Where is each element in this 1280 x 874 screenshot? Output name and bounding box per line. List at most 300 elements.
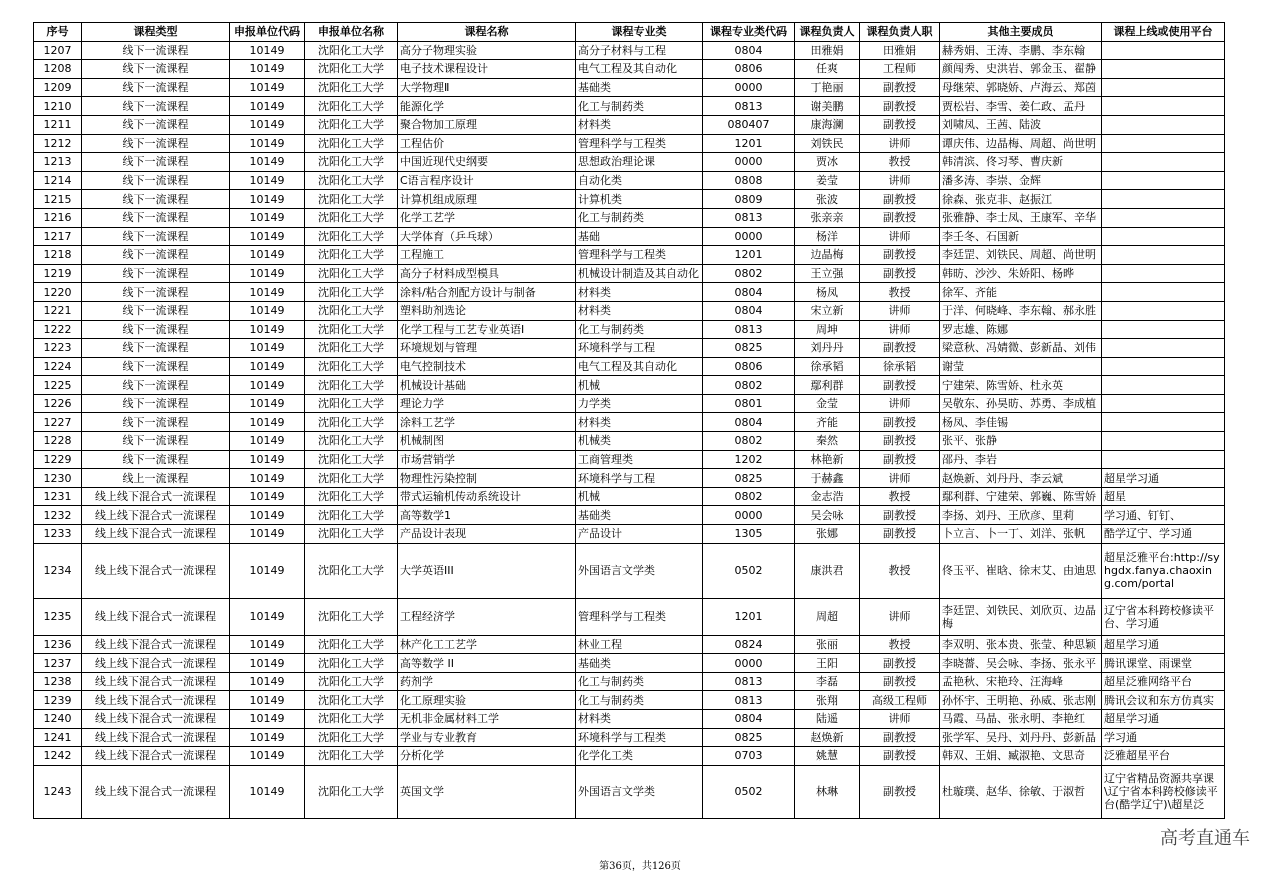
table-cell: 1228 [34,432,82,451]
table-cell: 1230 [34,469,82,488]
table-cell: 副教授 [860,115,940,134]
table-cell: 张雅静、李士凤、王康军、辛华 [940,208,1102,227]
table-row [34,506,1225,525]
table-cell: 李廷罡、刘铁民、刘欣页、边晶梅 [940,598,1102,635]
table-cell: 大学英语III [398,543,576,598]
table-cell: 1223 [34,339,82,358]
table-row [34,153,1225,172]
table-cell: 李磊 [795,672,860,691]
table-cell: 市场营销学 [398,450,576,469]
table-cell: 潘多涛、李崇、金辉 [940,171,1102,190]
table-cell: 环境科学与工程类 [576,728,703,747]
table-cell: 沈阳化工大学 [305,728,398,747]
table-cell: 0502 [703,543,795,598]
table-cell: 涂料工艺学 [398,413,576,432]
table-cell: 线上线下混合式一流课程 [82,710,230,729]
table-cell: 管理科学与工程类 [576,246,703,265]
table-cell: 10149 [230,654,305,673]
table-cell: 鄢利群、宁建荣、郭巍、陈雪娇 [940,487,1102,506]
table-cell [1102,301,1225,320]
table-cell: 副教授 [860,78,940,97]
table-cell: 线上线下混合式一流课程 [82,525,230,544]
table-cell: 高等数学1 [398,506,576,525]
table-cell: 10149 [230,60,305,79]
table-body [34,41,1225,818]
table-cell: 0806 [703,357,795,376]
table-cell: 1305 [703,525,795,544]
table-cell: 计算机类 [576,190,703,209]
table-cell: 沈阳化工大学 [305,654,398,673]
table-cell: 沈阳化工大学 [305,469,398,488]
table-cell: 分析化学 [398,747,576,766]
header-cell: 其他主要成员 [940,23,1102,42]
table-cell: 于洋、何晓峰、李东翰、郝永胜 [940,301,1102,320]
table-cell: 1240 [34,710,82,729]
table-cell: 副教授 [860,728,940,747]
table-cell: 杜璇璞、赵华、徐敏、于淑哲 [940,765,1102,818]
table-cell: 沈阳化工大学 [305,115,398,134]
table-cell: 副教授 [860,525,940,544]
table-cell: 刘铁民 [795,134,860,153]
table-cell: 沈阳化工大学 [305,264,398,283]
table-cell: 带式运输机传动系统设计 [398,487,576,506]
table-cell: 10149 [230,134,305,153]
table-cell: 外国语言文学类 [576,543,703,598]
table-cell: 环境科学与工程 [576,339,703,358]
table-cell: 自动化类 [576,171,703,190]
table-cell [1102,208,1225,227]
table-cell: 教授 [860,283,940,302]
table-row [34,469,1225,488]
table-cell [1102,376,1225,395]
table-cell: 谢美鹏 [795,97,860,116]
table-cell: 赵焕新 [795,728,860,747]
table-cell: 线下一流课程 [82,97,230,116]
table-row [34,654,1225,673]
table-cell [1102,450,1225,469]
table-cell: 罗志雄、陈娜 [940,320,1102,339]
table-cell: 材料类 [576,115,703,134]
table-row [34,78,1225,97]
table-cell: 张亲亲 [795,208,860,227]
table-cell: 10149 [230,246,305,265]
table-cell: 0802 [703,376,795,395]
table-cell: 腾讯课堂、雨课堂 [1102,654,1225,673]
table-cell: 线下一流课程 [82,78,230,97]
table-cell: 能源化学 [398,97,576,116]
table-cell [1102,394,1225,413]
table-cell: 10149 [230,264,305,283]
table-row [34,208,1225,227]
table-cell: 沈阳化工大学 [305,339,398,358]
table-row [34,41,1225,60]
table-cell: 沈阳化工大学 [305,153,398,172]
table-cell: 1233 [34,525,82,544]
table-cell: 1243 [34,765,82,818]
table-cell: 线下一流课程 [82,450,230,469]
table-cell: 10149 [230,691,305,710]
table-cell: 吴会咏 [795,506,860,525]
table-cell: 沈阳化工大学 [305,487,398,506]
table-cell [1102,357,1225,376]
table-cell: 徐森、张克非、赵振江 [940,190,1102,209]
table-cell: 线上线下混合式一流课程 [82,598,230,635]
table-cell: 沈阳化工大学 [305,413,398,432]
table-cell: 任爽 [795,60,860,79]
table-cell: 宋立新 [795,301,860,320]
table-cell: 高分子材料成型模具 [398,264,576,283]
table-cell: 王阳 [795,654,860,673]
table-cell: 沈阳化工大学 [305,506,398,525]
header-row [34,23,1225,42]
table-cell: 线下一流课程 [82,227,230,246]
table-cell: 讲师 [860,171,940,190]
table-cell: 线上线下混合式一流课程 [82,765,230,818]
table-cell: 化工与制药类 [576,320,703,339]
table-cell: 1224 [34,357,82,376]
table-cell: 0703 [703,747,795,766]
table-cell: 超星学习通 [1102,710,1225,729]
table-cell: 线上线下混合式一流课程 [82,654,230,673]
table-cell: 10149 [230,450,305,469]
table-cell: 产品设计表现 [398,525,576,544]
table-cell: 10149 [230,320,305,339]
table-cell: 沈阳化工大学 [305,78,398,97]
table-cell: 副教授 [860,208,940,227]
table-cell: 梁意秋、冯婧微、彭新晶、刘伟 [940,339,1102,358]
table-cell: 10149 [230,153,305,172]
table-cell [1102,320,1225,339]
table-cell: 沈阳化工大学 [305,765,398,818]
table-cell: 1213 [34,153,82,172]
table-cell: 于赫鑫 [795,469,860,488]
table-cell: 副教授 [860,339,940,358]
table-cell: 10149 [230,339,305,358]
table-cell: 材料类 [576,710,703,729]
table-cell: 线下一流课程 [82,394,230,413]
table-cell: 沈阳化工大学 [305,525,398,544]
table-cell: 张娜 [795,525,860,544]
table-cell: 超星学习通 [1102,635,1225,654]
table-cell: 10149 [230,97,305,116]
table-row [34,691,1225,710]
table-cell: 10149 [230,227,305,246]
table-cell: 1238 [34,672,82,691]
table-row [34,525,1225,544]
table-cell: 10149 [230,78,305,97]
table-cell: 基础类 [576,78,703,97]
table-cell: 1237 [34,654,82,673]
table-row [34,672,1225,691]
header-cell: 课程负责人职 [860,23,940,42]
table-cell: 1208 [34,60,82,79]
table-cell [1102,60,1225,79]
table-cell: 边晶梅 [795,246,860,265]
table-cell [1102,264,1225,283]
table-cell: 10149 [230,301,305,320]
table-cell: 10149 [230,413,305,432]
table-cell: 1225 [34,376,82,395]
table-cell: 机械 [576,487,703,506]
table-cell [1102,339,1225,358]
table-cell: 林业工程 [576,635,703,654]
table-cell: 线下一流课程 [82,264,230,283]
table-row [34,283,1225,302]
table-cell: 0825 [703,339,795,358]
table-cell: 学业与专业教育 [398,728,576,747]
table-cell: 赫秀娟、王涛、李鹏、李东翰 [940,41,1102,60]
table-cell: 超星泛雅平台:http://syhgdx.fanya.chaoxing.com/portal [1102,543,1225,598]
table-cell: 线下一流课程 [82,339,230,358]
table-cell: 0801 [703,394,795,413]
header-cell: 申报单位代码 [230,23,305,42]
table-cell: 贾冰 [795,153,860,172]
table-cell: 陆遥 [795,710,860,729]
table-cell: 线下一流课程 [82,171,230,190]
table-cell: 0802 [703,264,795,283]
table-cell: 基础类 [576,654,703,673]
table-cell: 康洪君 [795,543,860,598]
table-cell: 10149 [230,432,305,451]
table-cell: 1219 [34,264,82,283]
table-row [34,171,1225,190]
table-cell: 0000 [703,506,795,525]
table-cell: 外国语言文学类 [576,765,703,818]
table-cell: 林琳 [795,765,860,818]
table-cell: 杨凤 [795,283,860,302]
table-cell: 物理性污染控制 [398,469,576,488]
table-cell: 田雅娟 [860,41,940,60]
table-cell [1102,171,1225,190]
table-cell [1102,246,1225,265]
table-cell: 机械制图 [398,432,576,451]
page-number: 第36页，共126页 [599,861,681,872]
table-cell: 沈阳化工大学 [305,208,398,227]
table-cell: 李廷罡、刘铁民、周超、尚世明 [940,246,1102,265]
table-cell: 线上线下混合式一流课程 [82,487,230,506]
header-cell: 课程专业类代码 [703,23,795,42]
table-cell: 田雅娟 [795,41,860,60]
table-cell: 线下一流课程 [82,153,230,172]
table-cell: 副教授 [860,432,940,451]
table-cell: 0000 [703,78,795,97]
table-cell: 高等数学 II [398,654,576,673]
table-cell: 1201 [703,246,795,265]
table-cell: 0000 [703,654,795,673]
header-cell: 序号 [34,23,82,42]
table-cell: 线下一流课程 [82,320,230,339]
table-row [34,413,1225,432]
table-cell: 腾讯会议和东方仿真实 [1102,691,1225,710]
table-cell: 讲师 [860,320,940,339]
table-cell: 刘啸凤、王茜、陆波 [940,115,1102,134]
table-cell: 线下一流课程 [82,283,230,302]
watermark: 高考直通车 [1160,828,1250,849]
table-cell: 0804 [703,283,795,302]
table-cell [1102,78,1225,97]
table-cell: 教授 [860,543,940,598]
table-cell: 姚慧 [795,747,860,766]
table-row [34,246,1225,265]
table-cell: 沈阳化工大学 [305,394,398,413]
table-cell: 教授 [860,487,940,506]
table-cell: 讲师 [860,227,940,246]
table-cell [1102,153,1225,172]
table-cell: 化学工艺学 [398,208,576,227]
table-row [34,264,1225,283]
table-cell: 化工与制药类 [576,672,703,691]
table-cell: 线下一流课程 [82,115,230,134]
table-cell: 0809 [703,190,795,209]
table-cell: 管理科学与工程类 [576,598,703,635]
table-cell: 线上线下混合式一流课程 [82,635,230,654]
table-cell [1102,227,1225,246]
header-cell: 课程上线或使用平台 [1102,23,1225,42]
table-cell: 1211 [34,115,82,134]
table-row [34,190,1225,209]
table-cell: 机械类 [576,432,703,451]
header-cell: 课程类型 [82,23,230,42]
table-cell: 徐承韬 [795,357,860,376]
table-cell: 副教授 [860,376,940,395]
table-cell: 1227 [34,413,82,432]
table-cell: 080407 [703,115,795,134]
table-cell: 1234 [34,543,82,598]
table-cell: 韩清滨、佟习琴、曹庆新 [940,153,1102,172]
table-cell: 10149 [230,710,305,729]
table-cell: 辽宁省精品资源共享课\辽宁省本科跨校修读平台(酷学辽宁)\超星泛 [1102,765,1225,818]
table-cell: 0808 [703,171,795,190]
table-row [34,60,1225,79]
table-cell [1102,115,1225,134]
table-cell: 化工与制药类 [576,97,703,116]
table-cell: 材料类 [576,283,703,302]
table-cell: 教授 [860,635,940,654]
table-cell: 沈阳化工大学 [305,747,398,766]
table-cell: 1218 [34,246,82,265]
table-cell: 0804 [703,301,795,320]
table-cell: 学习通、钉钉、 [1102,506,1225,525]
table-cell: 1217 [34,227,82,246]
table-cell: 马霞、马晶、张永明、李艳红 [940,710,1102,729]
table-cell: 线上线下混合式一流课程 [82,691,230,710]
table-cell: 10149 [230,543,305,598]
table-cell: 贾松岩、李雪、姜仁政、孟丹 [940,97,1102,116]
table-row [34,134,1225,153]
table-cell: 线下一流课程 [82,376,230,395]
table-cell: 10149 [230,487,305,506]
table-cell: 0824 [703,635,795,654]
table-cell: 0000 [703,227,795,246]
table-cell: 鄢利群 [795,376,860,395]
table-cell: 教授 [860,153,940,172]
course-table [33,22,1225,819]
table-cell: 1239 [34,691,82,710]
table-cell: 线下一流课程 [82,60,230,79]
table-row [34,710,1225,729]
table-cell: 工程施工 [398,246,576,265]
table-cell: 线上线下混合式一流课程 [82,747,230,766]
table-cell: 沈阳化工大学 [305,376,398,395]
table-cell: 0813 [703,672,795,691]
header-cell: 课程专业类 [576,23,703,42]
table-cell: 线下一流课程 [82,190,230,209]
table-cell: 大学物理Ⅱ [398,78,576,97]
table-cell: 计算机组成原理 [398,190,576,209]
table-cell: 10149 [230,190,305,209]
table-cell: 沈阳化工大学 [305,320,398,339]
table-cell: 10149 [230,394,305,413]
table-cell: 机械 [576,376,703,395]
table-cell: 材料类 [576,413,703,432]
table-cell: 沈阳化工大学 [305,41,398,60]
table-cell: 沈阳化工大学 [305,691,398,710]
table-cell: 高分子材料与工程 [576,41,703,60]
table-cell: 副教授 [860,747,940,766]
table-row [34,115,1225,134]
table-cell: 副教授 [860,672,940,691]
table-row [34,635,1225,654]
table-cell: 0802 [703,432,795,451]
table-cell: 电气工程及其自动化 [576,357,703,376]
table-cell: 1236 [34,635,82,654]
table-cell: 张平、张静 [940,432,1102,451]
table-cell: 林产化工工艺学 [398,635,576,654]
table-cell: 沈阳化工大学 [305,432,398,451]
table-cell: 0825 [703,469,795,488]
table-cell: 沈阳化工大学 [305,301,398,320]
table-cell: 线上线下混合式一流课程 [82,506,230,525]
table-cell: 超星泛雅网络平台 [1102,672,1225,691]
header-cell: 课程名称 [398,23,576,42]
table-cell: 英国文学 [398,765,576,818]
table-cell: 1216 [34,208,82,227]
table-cell: 力学类 [576,394,703,413]
table-cell: 酷学辽宁、学习通 [1102,525,1225,544]
table-cell: 化工原理实验 [398,691,576,710]
table-cell: 10149 [230,376,305,395]
table-row [34,97,1225,116]
table-cell: 0813 [703,97,795,116]
table-cell: 1202 [703,450,795,469]
table-cell: 卜立言、卜一丁、刘洋、张帆 [940,525,1102,544]
table-cell: 无机非金属材料工学 [398,710,576,729]
table-cell: 副教授 [860,450,940,469]
table-cell: 康海澜 [795,115,860,134]
table-row [34,450,1225,469]
table-cell: 材料类 [576,301,703,320]
table-cell: 10149 [230,765,305,818]
table-cell: 化学化工类 [576,747,703,766]
table-cell: 张丽 [795,635,860,654]
table-cell: 李扬、刘丹、王欣彦、里莉 [940,506,1102,525]
table-cell: 沈阳化工大学 [305,60,398,79]
table-cell: 副教授 [860,190,940,209]
table-cell: 机械设计制造及其自动化 [576,264,703,283]
table-cell: 1214 [34,171,82,190]
table-cell: 1215 [34,190,82,209]
table-row [34,376,1225,395]
table-cell: 0502 [703,765,795,818]
table-cell: 1235 [34,598,82,635]
table-cell: 1207 [34,41,82,60]
table-cell: 工商管理类 [576,450,703,469]
table-cell: 高级工程师 [860,691,940,710]
table-cell: 10149 [230,506,305,525]
table-cell: 齐能 [795,413,860,432]
table-cell: 1212 [34,134,82,153]
table-row [34,432,1225,451]
